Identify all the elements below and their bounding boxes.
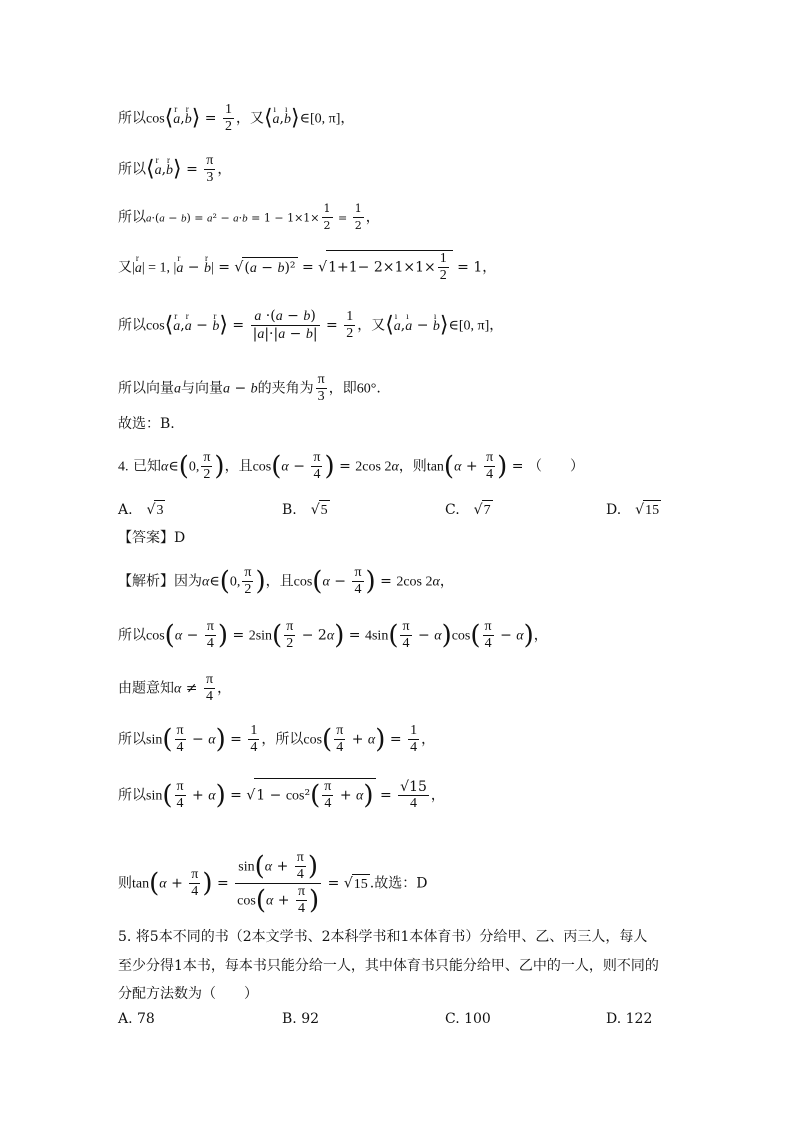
solution-line-6: 则tan(α + $\frac{\pi}{4}$ ) = sin(α + $\frac{\pi}{4}$ ) cos(α + $\frac{\pi}{4}$ ) = √15 .故选：D (118, 850, 428, 916)
solution-line-1: 【解析】因为α∈(0, $\frac{\pi}{2}$ )，且cos(α − $\frac{\pi}{4}$ ) = 2cos 2α， (118, 565, 454, 597)
line-cos-ab: 所以cos⟨r a,r b⟩ = $\frac{1}{2}$ ，又⟨ı a,ı b⟩∈[0, π]， (118, 102, 354, 135)
q5-option-a: A. 78 (118, 1011, 155, 1027)
question-5-line-1: 5. 将5本不同的书（2本文学书、2本科学书和1本体育书）分给甲、乙、丙三人，每人 (118, 929, 648, 945)
question-5-line-3: 分配方法数为（ ） (118, 986, 258, 1002)
line-choice-b: 故选：B. (118, 416, 175, 432)
q5-option-c: C. 100 (445, 1011, 491, 1027)
solution-line-4: 所以sin( $\frac{\pi}{4}$ − α) = $\frac{1}{4}$ ，所以cos( $\frac{\pi}{4}$ + α) = $\frac{1}{4}$ ， (118, 723, 436, 755)
q5-option-d: D. 122 (606, 1011, 653, 1027)
question-5-line-2: 至少分得1本书，每本书只能分给一人，其中体育书只能分给甲、乙中的一人，则不同的 (118, 958, 659, 974)
option-b: B. √5 (282, 500, 330, 521)
line-magnitudes: 又|r a| = 1, |r a − r b| = √(a − b)² = √1+1− 2×1×1× $\frac{1}{2}$ = 1， (118, 250, 496, 284)
line-angle-ab: 所以⟨r a,r b⟩ = $\frac{\pi}{3}$ ， (118, 153, 231, 186)
line-cos-a-amb: 所以cos⟨r a,r a − r b⟩ = $\frac{a \cdot(a - b)}{|a|\cdot|a - b|}$ = $\frac{1}{2}$ ，又⟨ı a,ı a − ı b⟩∈[0, π]， (118, 308, 503, 343)
answer-4: 【答案】D (118, 530, 186, 546)
option-a: A. √3 (118, 500, 165, 521)
q5-option-b: B. 92 (282, 1011, 320, 1027)
solution-line-3: 由题意知α ≠ $\frac{\pi}{4}$ ， (118, 672, 232, 704)
solution-line-2: 所以cos(α − $\frac{\pi}{4}$ ) = 2sin( $\frac{\pi}{2}$ − 2α) = 4sin( $\frac{\pi}{4}$ − α)cos( $\frac{\pi}{4}$ − α)， (118, 619, 548, 651)
line-angle-result: 所以向量a与向量a − b的夹角为 $\frac{\pi}{3}$ ，即60°. (118, 372, 381, 404)
solution-line-5: 所以sin( $\frac{\pi}{4}$ + α) = √1 − cos²( $\frac{\pi}{4}$ + α) = $\frac{√15}{4}$ ， (118, 779, 445, 811)
option-d: D. √15 (606, 500, 661, 521)
line-dot-product: 所以a·(a − b) = a² − a·b = 1 − 1×1× $\frac{1}{2}$ = $\frac{1}{2}$ ， (118, 202, 380, 232)
option-c: C. √7 (445, 500, 493, 521)
question-4: 4. 已知α∈(0, $\frac{\pi}{2}$ )，且cos(α − $\frac{\pi}{4}$ ) = 2cos 2α，则tan(α + $\frac{\pi}{4}$ ) = （ ） (118, 450, 584, 482)
